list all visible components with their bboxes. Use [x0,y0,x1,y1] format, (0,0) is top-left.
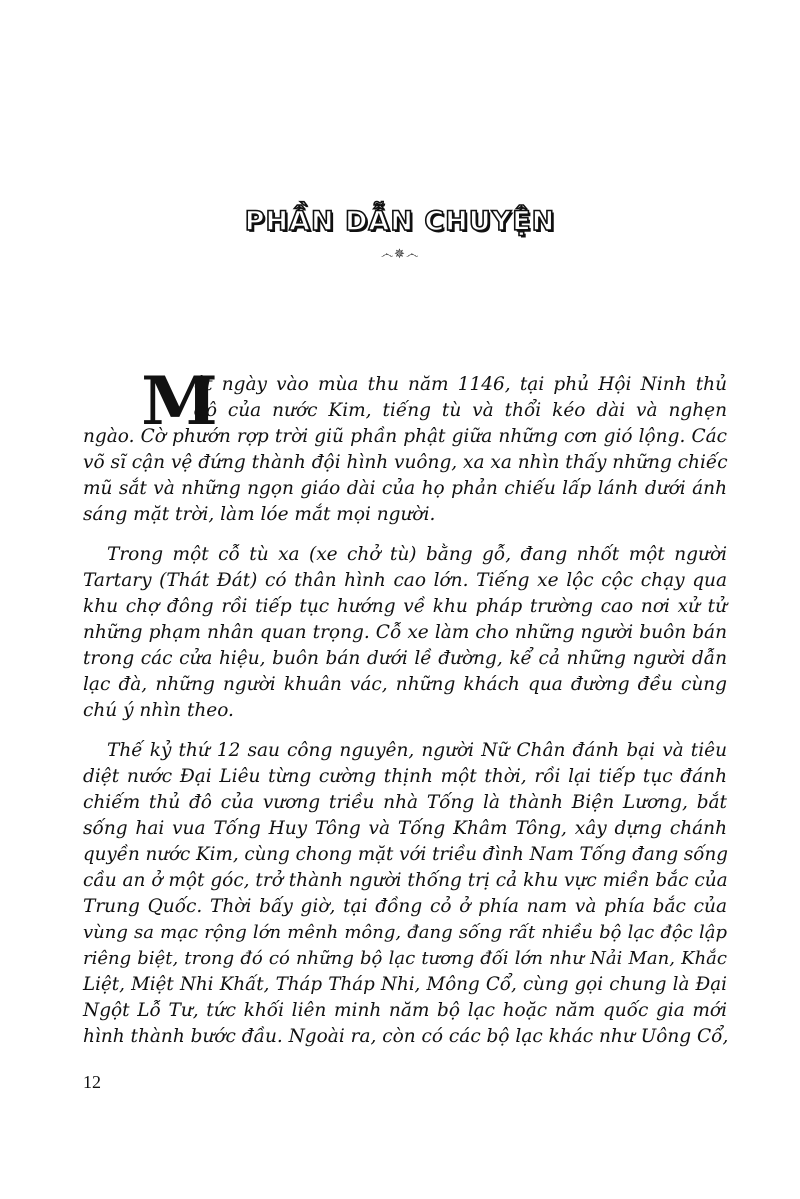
paragraph-2-line: Tartary (Thát Đát) có thân hình cao lớn. Tiếng xe lộc cộc chạy qua [83,570,727,591]
ornament-divider-icon: ෴✵෴ [380,247,420,262]
paragraph-3-line: Liệt, Miệt Nhi Khất, Tháp Tháp Nhi, Mông Cổ, cùng gọi chung là Đại [83,974,727,995]
paragraph-3-line: riêng biệt, trong đó có những bộ lạc tương đối lớn như Nải Man, Khắc [83,948,727,969]
paragraph-3-line: cầu an ở một góc, trở thành người thống trị cả khu vực miền bắc của [83,870,728,891]
paragraph-3-line: vùng sa mạc rộng lớn mênh mông, đang sống rất nhiều bộ lạc độc lập [83,922,727,943]
paragraph-3-line: hình thành bước đầu. Ngoài ra, còn có các bộ lạc khác như Uông Cổ, [83,1026,729,1047]
paragraph-3-line: chiếm thủ đô của vương triều nhà Tống là thành Biện Lương, bắt [83,792,727,813]
paragraph-2-line: Trong một cỗ tù xa (xe chở tù) bằng gỗ, đang nhốt một người [107,544,727,565]
paragraph-1-line: đô của nước Kim, tiếng tù và thổi kéo dài và nghẹn [194,400,727,421]
drop-cap: M [141,362,218,440]
paragraph-1-line: sáng mặt trời, làm lóe mắt mọi người. [83,504,436,525]
paragraph-1-line: ột ngày vào mùa thu năm 1146, tại phủ Hội Ninh thủ [194,374,727,395]
paragraph-1-line: võ sĩ cận vệ đứng thành đội hình vuông, xa xa nhìn thấy những chiếc [83,452,728,473]
paragraph-2-line: lạc đà, những người khuân vác, những khách qua đường đều cùng [83,674,727,695]
page-number: 12 [83,1072,101,1092]
paragraph-2-line: trong các cửa hiệu, buôn bán dưới lề đường, kể cả những người dẫn [83,648,727,669]
paragraph-3-line: quyền nước Kim, cùng chong mặt với triều đình Nam Tống đang sống [83,844,728,865]
paragraph-1-line: ngào. Cờ phướn rợp trời giũ phần phật giữa những cơn gió lộng. Các [83,426,727,447]
paragraph-3-line: diệt nước Đại Liêu từng cường thịnh một thời, rồi lại tiếp tục đánh [83,766,727,787]
paragraph-2-line: chú ý nhìn theo. [83,700,234,721]
paragraph-2-line: khu chợ đông rồi tiếp tục hướng về khu pháp trường cao nơi xử tử [83,596,727,617]
chapter-title: PHẦN DẪN CHUYỆN [244,206,556,237]
paragraph-3-line: Trung Quốc. Thời bấy giờ, tại đồng cỏ ở phía nam và phía bắc của [83,896,727,917]
paragraph-2-line: những phạm nhân quan trọng. Cỗ xe làm cho những người buôn bán [83,622,727,643]
paragraph-3-line: Ngột Lỗ Tư, tức khối liên minh năm bộ lạc hoặc năm quốc gia mới [83,1000,727,1021]
paragraph-1-line: mũ sắt và những ngọn giáo dài của họ phản chiếu lấp lánh dưới ánh [83,478,727,499]
paragraph-3-line: Thế kỷ thứ 12 sau công nguyên, người Nữ Chân đánh bại và tiêu [107,740,727,761]
paragraph-3-line: sống hai vua Tống Huy Tông và Tống Khâm Tông, xây dựng chánh [83,818,727,839]
